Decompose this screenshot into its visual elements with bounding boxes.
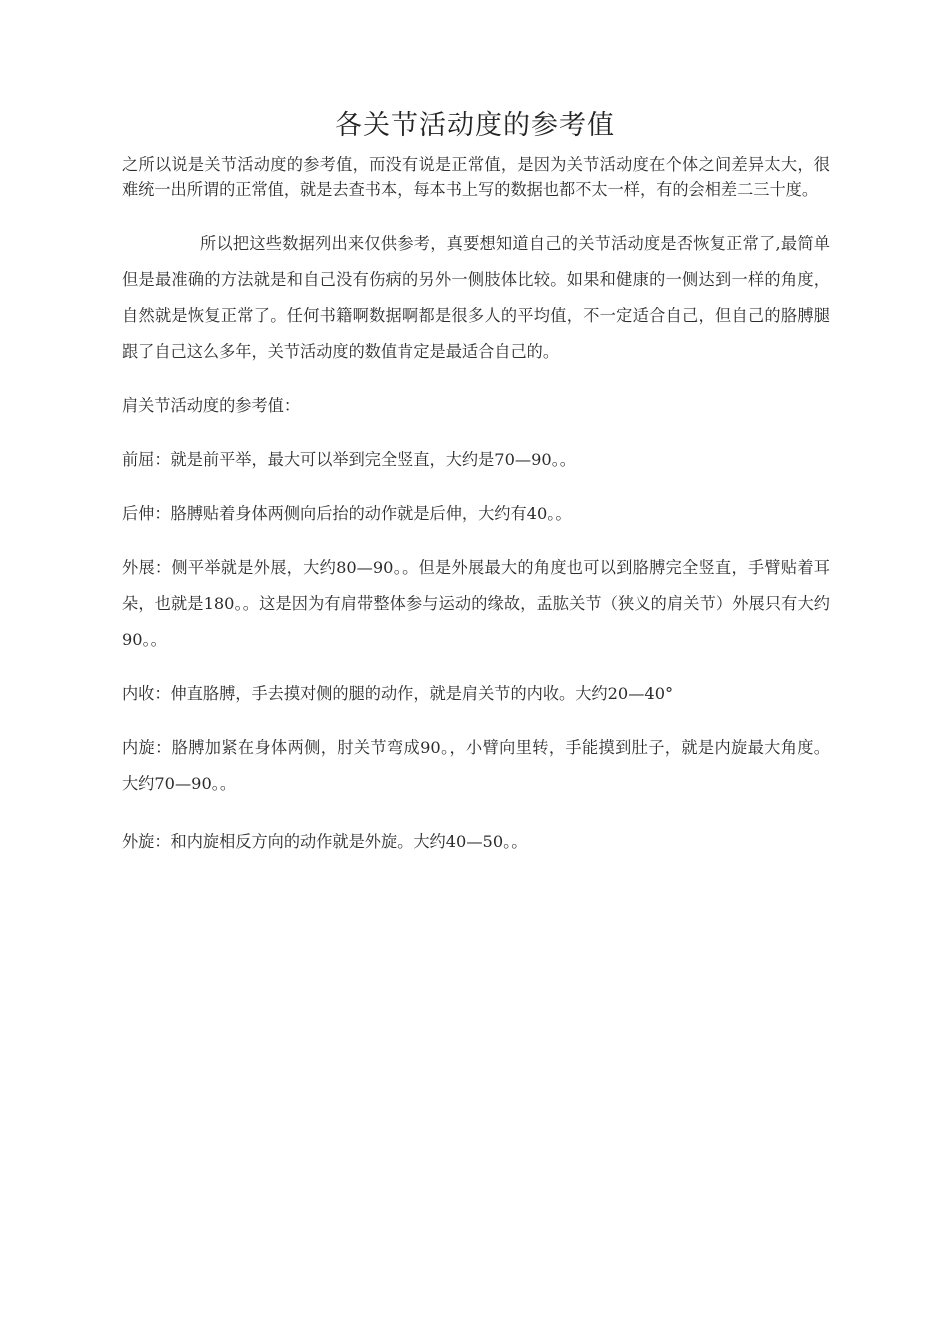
item-adduction: 内收：伸直胳膊，手去摸对侧的腿的动作，就是肩关节的内收。大约20—40° <box>122 684 674 703</box>
item-flexion: 前屈：就是前平举，最大可以举到完全竖直，大约是70—90。。 <box>122 450 576 469</box>
item-internal-rotation: 内旋：胳膊加紧在身体两侧，肘关节弯成90。，小臂向里转，手能摸到肚子，就是内旋最大角度。大约70—90。。 <box>122 738 830 793</box>
intro-paragraph: 之所以说是关节活动度的参考值，而没有说是正常值，是因为关节活动度在个体之间差异太大，很难统一出所谓的正常值，就是去查书本，每本书上写的数据也都不太一样，有的会相差二三十度。 <box>122 155 830 199</box>
document-title: 各关节活动度的参考值 <box>335 110 615 141</box>
document-body <box>122 152 830 860</box>
shoulder-section-heading: 肩关节活动度的参考值： <box>122 396 301 415</box>
reference-note-paragraph: 所以把这些数据列出来仅供参考，真要想知道自己的关节活动度是否恢复正常了,最简单但是最准确的方法就是和自己没有伤病的另外一侧肢体比较。如果和健康的一侧达到一样的角度，自然就是恢复正常了。任何书籍啊数据啊都是很多人的平均值，不一定适合自己，但自己的胳膊腿跟了自己这么多年，关节活动度的数值肯定是最适合自己的。 <box>122 234 830 361</box>
item-external-rotation: 外旋：和内旋相反方向的动作就是外旋。大约40—50。。 <box>122 832 528 851</box>
item-abduction: 外展：侧平举就是外展，大约80—90。。但是外展最大的角度也可以到胳膊完全竖直，手臂贴着耳朵，也就是180。。这是因为有肩带整体参与运动的缘故，盂肱关节（狭义的肩关节）外展只有大约90。。 <box>122 558 830 649</box>
item-extension: 后伸：胳膊贴着身体两侧向后抬的动作就是后伸，大约有40。。 <box>122 504 572 523</box>
